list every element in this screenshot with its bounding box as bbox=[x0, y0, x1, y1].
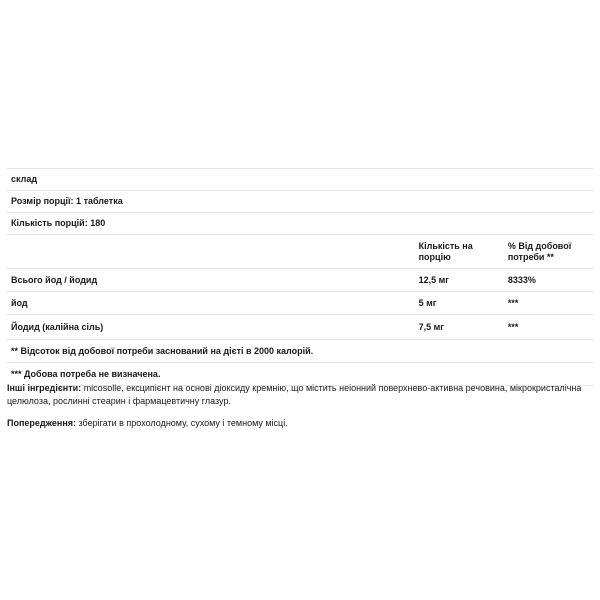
header-amount: Кількість на порцію bbox=[415, 235, 504, 269]
warning-label: Попередження: bbox=[7, 418, 77, 428]
table-row bbox=[7, 269, 593, 292]
table-row bbox=[7, 315, 593, 340]
nutrient-amount: 12,5 мг bbox=[415, 269, 504, 292]
nutrient-name: Йодид (калійна сіль) bbox=[7, 315, 415, 340]
nutrient-daily-value: *** bbox=[504, 315, 593, 340]
table-row bbox=[7, 169, 593, 191]
nutrient-name: йод bbox=[7, 292, 415, 315]
warning bbox=[7, 417, 593, 430]
section-title: склад bbox=[7, 169, 593, 191]
serving-size: Розмір порції: 1 таблетка bbox=[7, 191, 593, 213]
footnote-daily-value: ** Відсоток від добової потреби заснований на дієті в 2000 калорій. bbox=[7, 340, 593, 363]
other-ingredients-text: micosolle, ексципієнт на основі діоксиду кремнію, що містить неіонний поверхнево-активна речовина, мікрокристалічна целюлоза, рослинні стеарин і фармацевтичну глазур. bbox=[7, 383, 582, 406]
nutrient-name: Всього йод / йодид bbox=[7, 269, 415, 292]
warning-text: зберігати в прохолодному, сухому і темному місці. bbox=[76, 418, 288, 428]
table-header-row bbox=[7, 235, 593, 269]
nutrient-daily-value: 8333% bbox=[504, 269, 593, 292]
supplement-facts-table bbox=[7, 168, 593, 386]
table-row bbox=[7, 292, 593, 315]
footnote-not-established: *** Добова потреба не визначена. bbox=[7, 363, 593, 386]
table-row bbox=[7, 213, 593, 235]
supplement-facts-page bbox=[7, 0, 593, 600]
table-row bbox=[7, 191, 593, 213]
other-ingredients bbox=[7, 382, 593, 408]
other-ingredients-label: Інші інгредієнти: bbox=[7, 383, 82, 393]
nutrient-amount: 5 мг bbox=[415, 292, 504, 315]
header-daily-value: % Від добової потреби ** bbox=[504, 235, 593, 269]
servings-per-container: Кількість порцій: 180 bbox=[7, 213, 593, 235]
nutrient-amount: 7,5 мг bbox=[415, 315, 504, 340]
header-name-cell bbox=[7, 235, 415, 269]
nutrient-daily-value: *** bbox=[504, 292, 593, 315]
table-row bbox=[7, 340, 593, 363]
